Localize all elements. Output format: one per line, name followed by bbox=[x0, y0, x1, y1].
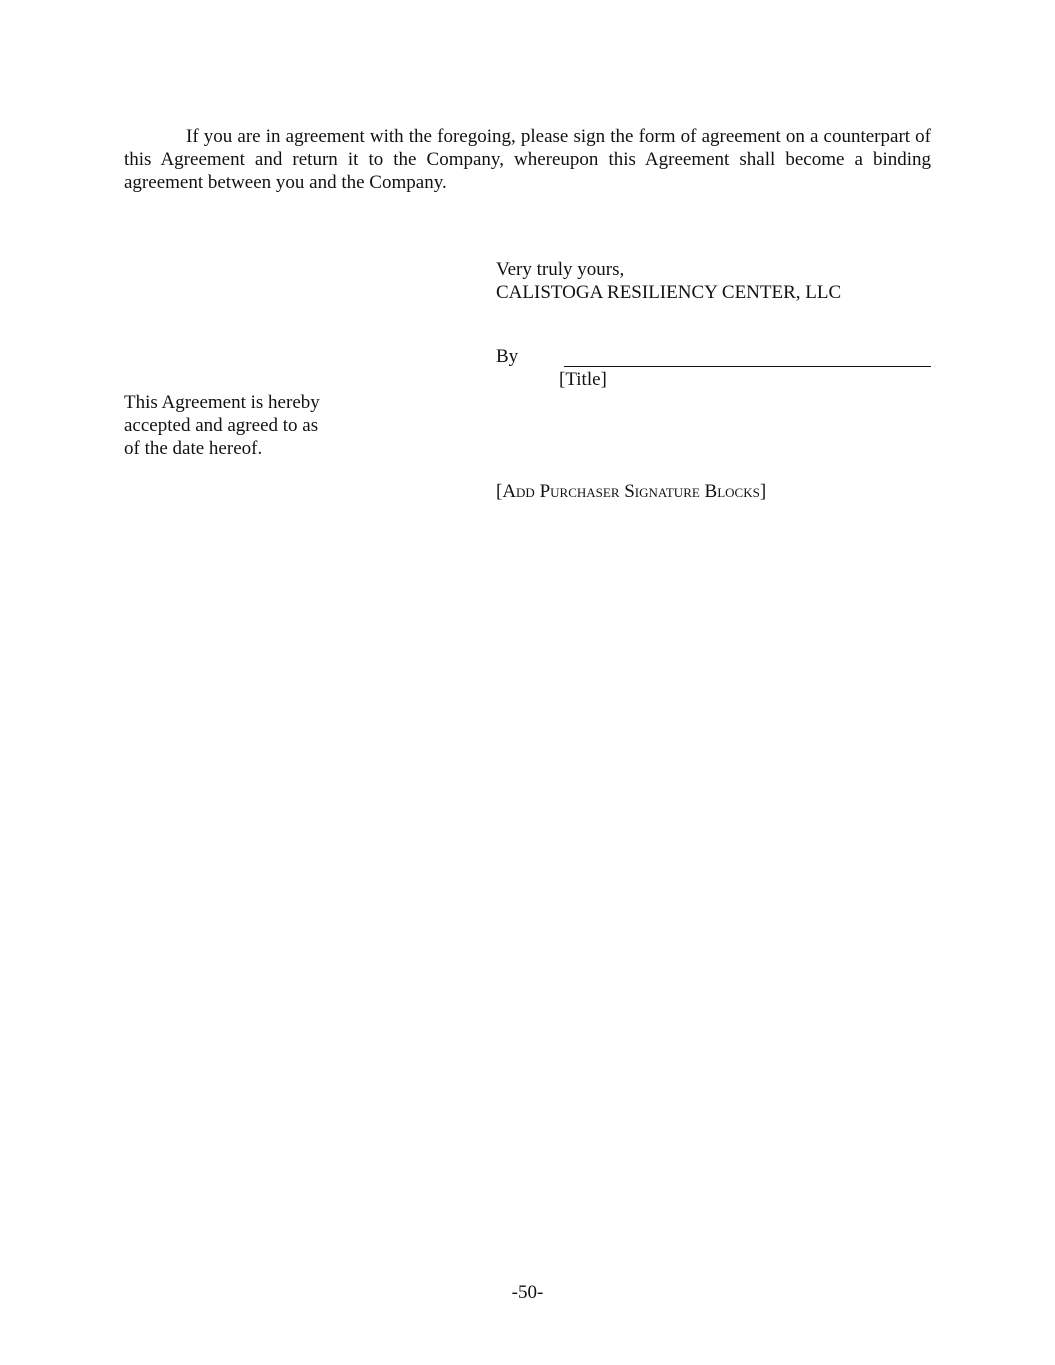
acceptance-line: accepted and agreed to as bbox=[124, 415, 319, 436]
purchaser-signature-placeholder bbox=[496, 480, 766, 503]
company-name: CALISTOGA RESILIENCY CENTER, LLC bbox=[496, 282, 842, 303]
closing-block bbox=[496, 258, 841, 304]
title-placeholder: [Title] bbox=[559, 369, 607, 390]
purchaser-signature-text: [Add Purchaser Signature Blocks] bbox=[496, 481, 767, 502]
by-label: By bbox=[496, 346, 519, 367]
page-number: -50- bbox=[511, 1282, 544, 1303]
signature-row bbox=[496, 345, 932, 368]
signature-line bbox=[564, 366, 931, 367]
agreement-paragraph: If you are in agreement with the foregoing, please sign the form of agreement on a counterpart of this Agreement and return it to the Company, whereupon this Agreement shall become a binding agreement between you and the Company. bbox=[124, 126, 931, 193]
acceptance-block bbox=[124, 391, 320, 460]
closing-salutation: Very truly yours, bbox=[496, 259, 625, 280]
acceptance-line: This Agreement is hereby bbox=[124, 392, 320, 413]
acceptance-line: of the date hereof. bbox=[124, 438, 263, 459]
